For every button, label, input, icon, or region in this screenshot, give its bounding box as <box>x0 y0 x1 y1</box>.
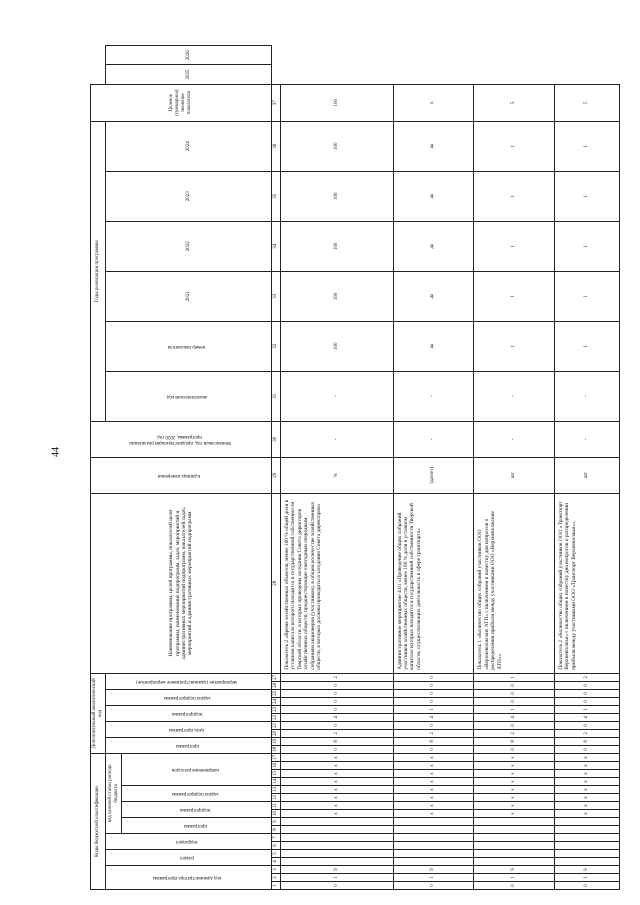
code-cell: 0 <box>281 745 394 753</box>
column-number: 15 <box>272 770 281 778</box>
column-number: 18 <box>272 745 281 753</box>
column-number: 20 <box>272 729 281 737</box>
row-year-value: 1 <box>474 321 555 371</box>
code-cell: 2 <box>474 729 555 737</box>
header-base-year: Финансовый год, предшествующий реализации программы, 2020 год <box>91 421 272 457</box>
column-number: 12 <box>272 794 281 802</box>
column-numbers-row <box>272 46 281 890</box>
row-year-value: 100 <box>281 171 394 221</box>
header-add-subprogram: подпрограмма <box>106 705 272 721</box>
row-unit: шт <box>474 457 555 493</box>
code-cell: 2 <box>281 673 394 681</box>
header-add-analytic: аналитический код <box>106 371 272 421</box>
code-cell <box>474 842 555 850</box>
code-cell: 9 <box>393 866 474 874</box>
code-cell: 1 <box>474 673 555 681</box>
rotated-table-container <box>90 45 620 890</box>
header-year-2023: 2023 <box>106 171 272 221</box>
code-cell: х <box>393 770 474 778</box>
code-cell <box>474 834 555 842</box>
row-name: Показатель 2 «Количество общих собраний участников ООО «Транспорт Верхневолжья» с включением в повестку дня вопросов о распределении прибыли между участниками ООО «Транспорт Верхневолжья»» <box>555 493 620 673</box>
column-number: 31 <box>272 371 281 421</box>
row-year-value: 1 <box>474 121 555 171</box>
row-unit: шт <box>555 457 620 493</box>
row-year-value: 100 <box>281 271 394 321</box>
code-cell: 0 <box>555 721 620 729</box>
code-cell: х <box>393 778 474 786</box>
table-row <box>555 46 620 890</box>
header-budget-codes: Коды бюджетной классификации <box>91 753 106 889</box>
code-cell: 0 <box>474 697 555 705</box>
code-cell: х <box>393 786 474 794</box>
column-number: 35 <box>272 171 281 221</box>
column-number: 8 <box>272 826 281 834</box>
row-unit: % <box>281 457 394 493</box>
table-body <box>281 46 620 890</box>
code-cell: х <box>474 794 555 802</box>
code-cell <box>393 850 474 858</box>
header-subsection: подраздел <box>106 834 272 850</box>
code-cell: 9 <box>281 866 394 874</box>
page-number: 44 <box>50 447 62 457</box>
row-name: Показатель 1 «Количество общих собраний участников ООО «Верхневолжские АТП» с включением в повестку дня вопросов о распределении прибыли между участниками ООО «Верхневолжские АТП»» <box>474 493 555 673</box>
code-cell: 0 <box>393 721 474 729</box>
row-name: Административное мероприятие 4.01 «Проведение общих собраний участников хозяйственных обществ, менее 100 % доли в уставном капитале которых находится в государственной собственности Тверской области, осуществляющих деятельность в сфере транспорта» <box>393 493 474 673</box>
code-cell: 4 <box>474 713 555 721</box>
header-year-2025: 2025 <box>106 65 272 84</box>
code-cell: 0 <box>393 697 474 705</box>
column-number: 7 <box>272 834 281 842</box>
code-cell: 4 <box>393 713 474 721</box>
code-cell: х <box>474 778 555 786</box>
row-year-value: да <box>393 221 474 271</box>
code-cell: х <box>393 810 474 818</box>
code-cell: х <box>555 762 620 770</box>
code-cell <box>281 858 394 866</box>
code-cell: 0 <box>393 689 474 697</box>
row-target-value: х <box>393 84 474 121</box>
code-cell: х <box>555 786 620 794</box>
code-cell: 8 <box>393 737 474 745</box>
row-base-year-value: - <box>555 421 620 457</box>
program-table <box>90 45 620 890</box>
code-cell: х <box>555 794 620 802</box>
code-cell: 9 <box>555 866 620 874</box>
code-cell: 0 <box>555 681 620 689</box>
code-cell <box>281 850 394 858</box>
code-cell: х <box>281 786 394 794</box>
code-cell: х <box>281 762 394 770</box>
code-cell: 1 <box>393 705 474 713</box>
column-number: 11 <box>272 802 281 810</box>
row-target-value: 100 <box>281 84 394 121</box>
column-number: 6 <box>272 842 281 850</box>
column-number: 23 <box>272 705 281 713</box>
code-cell: х <box>281 802 394 810</box>
row-year-value: 1 <box>474 221 555 271</box>
code-cell: х <box>555 778 620 786</box>
column-number: 33 <box>272 271 281 321</box>
code-cell: 0 <box>555 745 620 753</box>
header-add-task: задача подпрограммы <box>106 689 272 705</box>
row-year-value: 1 <box>474 171 555 221</box>
code-cell <box>474 858 555 866</box>
row-year-value: 1 <box>555 171 620 221</box>
column-number: 17 <box>272 753 281 761</box>
column-number: 13 <box>272 786 281 794</box>
column-number: 25 <box>272 689 281 697</box>
column-number: 36 <box>272 121 281 171</box>
column-number: 29 <box>272 457 281 493</box>
code-cell <box>555 826 620 834</box>
code-cell: 2 <box>555 729 620 737</box>
code-cell: х <box>474 810 555 818</box>
row-year-value: 1 <box>555 271 620 321</box>
row-year-value: 100 <box>281 221 394 271</box>
column-number: 27 <box>272 673 281 681</box>
code-cell <box>555 850 620 858</box>
code-cell <box>474 826 555 834</box>
code-cell: х <box>393 802 474 810</box>
code-cell: х <box>555 770 620 778</box>
column-number: 9 <box>272 818 281 826</box>
code-cell <box>555 842 620 850</box>
row-year-value: 1 <box>555 221 620 271</box>
code-cell <box>281 842 394 850</box>
code-cell: 0 <box>393 681 474 689</box>
code-cell: 0 <box>474 721 555 729</box>
header-year-2024: 2024 <box>106 121 272 171</box>
header-subprogram: подпрограмма <box>122 802 272 818</box>
code-cell: 8 <box>474 737 555 745</box>
code-cell: 0 <box>281 721 394 729</box>
column-number: 10 <box>272 810 281 818</box>
code-cell <box>393 826 474 834</box>
header-year-2022: 2022 <box>106 221 272 271</box>
code-cell: х <box>474 802 555 810</box>
column-number: 37 <box>272 84 281 121</box>
header-add-goal: цель программы <box>106 721 272 737</box>
code-cell: 4 <box>555 713 620 721</box>
code-cell <box>555 834 620 842</box>
code-cell: х <box>474 786 555 794</box>
code-cell: х <box>281 770 394 778</box>
column-number: 5 <box>272 850 281 858</box>
code-cell: х <box>281 753 394 761</box>
code-cell: х <box>393 794 474 802</box>
code-cell <box>281 834 394 842</box>
header-additional-code: Дополнительный аналитический код <box>91 673 106 753</box>
header-unit: Единица измерения <box>91 457 272 493</box>
column-number: 4 <box>272 858 281 866</box>
row-base-year-value: - <box>281 421 394 457</box>
code-cell: 1 <box>281 874 394 882</box>
header-subprogram-task: задача подпрограммы <box>122 786 272 802</box>
code-cell: 0 <box>555 697 620 705</box>
code-cell: 0 <box>555 689 620 697</box>
code-cell: х <box>474 762 555 770</box>
code-cell: 0 <box>393 673 474 681</box>
code-cell: х <box>474 753 555 761</box>
column-number: 32 <box>272 321 281 371</box>
code-cell: 1 <box>474 705 555 713</box>
code-cell: 0 <box>474 882 555 890</box>
header-section: раздел <box>106 850 272 866</box>
column-number: 26 <box>272 681 281 689</box>
header-year-2021: 2021 <box>106 271 272 321</box>
row-base-year-value: - <box>474 421 555 457</box>
header-year-2026: 2026 <box>106 46 272 65</box>
row-year-value: 1 <box>555 121 620 171</box>
column-number: 16 <box>272 762 281 770</box>
row-base-year-value: - <box>393 421 474 457</box>
column-number: 34 <box>272 221 281 271</box>
code-cell: 1 <box>555 705 620 713</box>
code-cell: х <box>393 762 474 770</box>
table-row <box>393 46 474 890</box>
code-cell: 0 <box>393 745 474 753</box>
code-cell: 1 <box>474 874 555 882</box>
column-number: 14 <box>272 778 281 786</box>
code-cell: 0 <box>281 681 394 689</box>
header-program: программа <box>122 818 272 834</box>
row-year-value: - <box>474 371 555 421</box>
code-cell: 1 <box>393 874 474 882</box>
column-number: 24 <box>272 697 281 705</box>
column-number: 3 <box>272 866 281 874</box>
header-add-event: мероприятие (административное мероприятие) <box>106 673 272 689</box>
code-cell: 0 <box>281 705 394 713</box>
row-year-value: - <box>281 371 394 421</box>
header-admin-code: код администратора программы <box>106 866 272 890</box>
code-cell: 4 <box>281 713 394 721</box>
code-cell: х <box>555 810 620 818</box>
column-number: 19 <box>272 737 281 745</box>
column-number: 28 <box>272 493 281 673</box>
code-cell: х <box>555 753 620 761</box>
header-expense-direction: направление расходов <box>122 753 272 785</box>
code-cell <box>474 818 555 826</box>
code-cell: 0 <box>393 882 474 890</box>
row-name: Показатель 2 «Время хозяйственных объектов, менее 100 % общей доли в уставном капитале которого находится в государственной собственности Тверской области, в которых проведены заседания Совета директоров хозяйственных обществ, предшествующие ежегодным очередным собраниям акционеров (участников), в общем количестве хозяйственных обществ, в которых должны проводиться заседания Совета директоров» <box>281 493 394 673</box>
code-cell: 0 <box>281 882 394 890</box>
column-number: 21 <box>272 721 281 729</box>
code-cell: 0 <box>281 689 394 697</box>
code-cell: 2 <box>281 729 394 737</box>
code-cell: х <box>555 802 620 810</box>
code-cell: х <box>281 794 394 802</box>
code-cell <box>281 826 394 834</box>
header-years: Годы реализации программы <box>91 121 106 421</box>
table-row <box>474 46 555 890</box>
code-cell: 2 <box>393 729 474 737</box>
header-target-article: код целевой статьи расхода бюджета <box>106 753 122 833</box>
header-add-indicator: номер показателя <box>106 321 272 371</box>
code-cell: 8 <box>281 737 394 745</box>
code-cell <box>393 834 474 842</box>
code-cell: 2 <box>555 673 620 681</box>
table-row <box>281 46 394 890</box>
code-cell <box>393 858 474 866</box>
row-year-value: да <box>393 171 474 221</box>
row-year-value: 100 <box>281 321 394 371</box>
code-cell: х <box>281 810 394 818</box>
code-cell <box>555 858 620 866</box>
row-year-value: 1 <box>474 271 555 321</box>
row-year-value: да <box>393 271 474 321</box>
header-target: Целевое (суммарное) значение показателя <box>91 84 272 121</box>
header-add-program: программа <box>106 737 272 753</box>
code-cell: 0 <box>474 745 555 753</box>
code-cell: 0 <box>474 681 555 689</box>
code-cell: х <box>474 770 555 778</box>
column-number: 1 <box>272 882 281 890</box>
row-year-value: да <box>393 121 474 171</box>
row-target-value: 5 <box>555 84 620 121</box>
row-unit: (да/нет) <box>393 457 474 493</box>
code-cell <box>281 818 394 826</box>
column-number: 30 <box>272 421 281 457</box>
document-page <box>90 45 620 890</box>
code-cell: 0 <box>281 697 394 705</box>
code-cell <box>474 850 555 858</box>
header-name: Наименование программы, целей программы, показателей цели программы, наименование подпрограмм, задач, мероприятий и административных мероприятий подпрограмм, показателей задач, мероприятий и административных мероприятий подпрограмм <box>91 493 272 673</box>
row-target-value: 5 <box>474 84 555 121</box>
code-cell: 0 <box>474 689 555 697</box>
row-year-value: 100 <box>281 121 394 171</box>
code-cell: х <box>393 753 474 761</box>
code-cell: 9 <box>474 866 555 874</box>
column-number: 22 <box>272 713 281 721</box>
row-year-value: - <box>555 371 620 421</box>
row-year-value: - <box>393 371 474 421</box>
row-year-value: 1 <box>555 321 620 371</box>
code-cell <box>393 818 474 826</box>
code-cell <box>555 818 620 826</box>
column-number: 2 <box>272 874 281 882</box>
code-cell <box>393 842 474 850</box>
code-cell: 8 <box>555 737 620 745</box>
code-cell: 1 <box>555 874 620 882</box>
code-cell: х <box>281 778 394 786</box>
code-cell: 0 <box>555 882 620 890</box>
row-year-value: да <box>393 321 474 371</box>
